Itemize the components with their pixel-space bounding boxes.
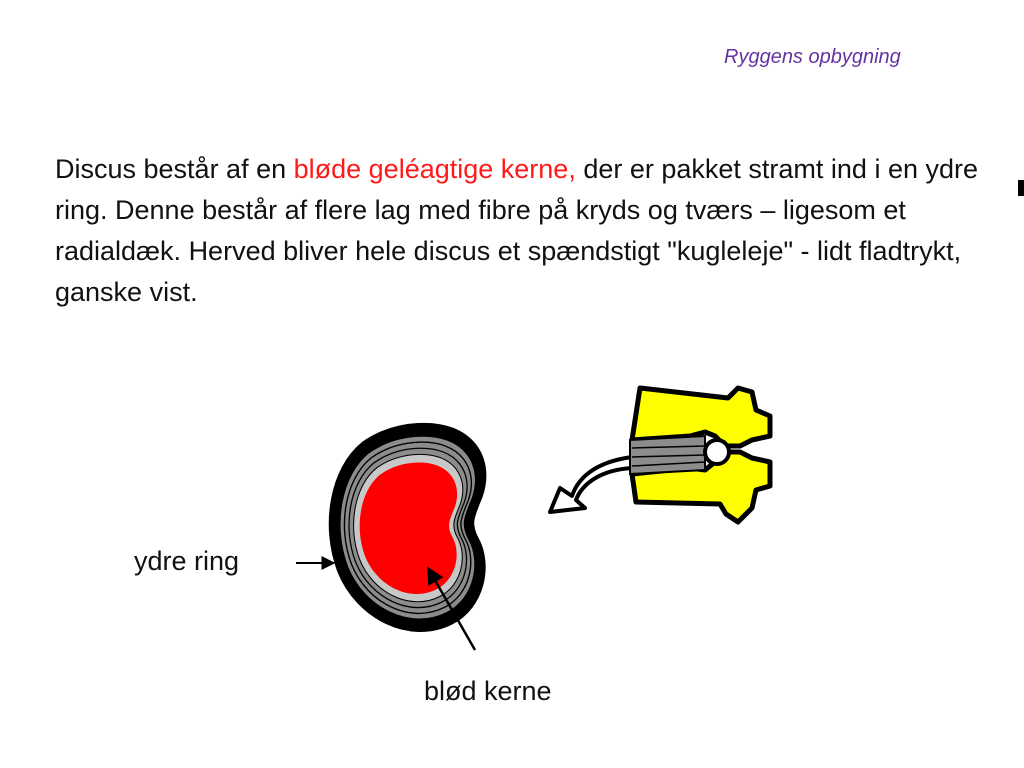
vertebrae-segment <box>630 388 770 522</box>
extraction-arrow <box>550 457 632 512</box>
body-text-intro: Discus består af en <box>55 154 294 184</box>
spinal-canal <box>705 440 729 464</box>
body-text-rest: der er pakket stramt ind i en ydre ring. Denne består af flere lag med fibre på kryds og tværs – ligesom et radialdæk. Herved bliver hele discus et spændstigt "kugleleje" - lidt fladtrykt, ganske vist. <box>55 154 979 307</box>
soft-core-label: blød kerne <box>424 676 552 706</box>
intervertebral-disc <box>334 428 482 627</box>
body-text-highlight: bløde geléagtige kerne, <box>293 154 576 184</box>
slide-title: Ryggens opbygning <box>724 46 901 68</box>
outer-ring-label: ydre ring <box>134 546 240 576</box>
